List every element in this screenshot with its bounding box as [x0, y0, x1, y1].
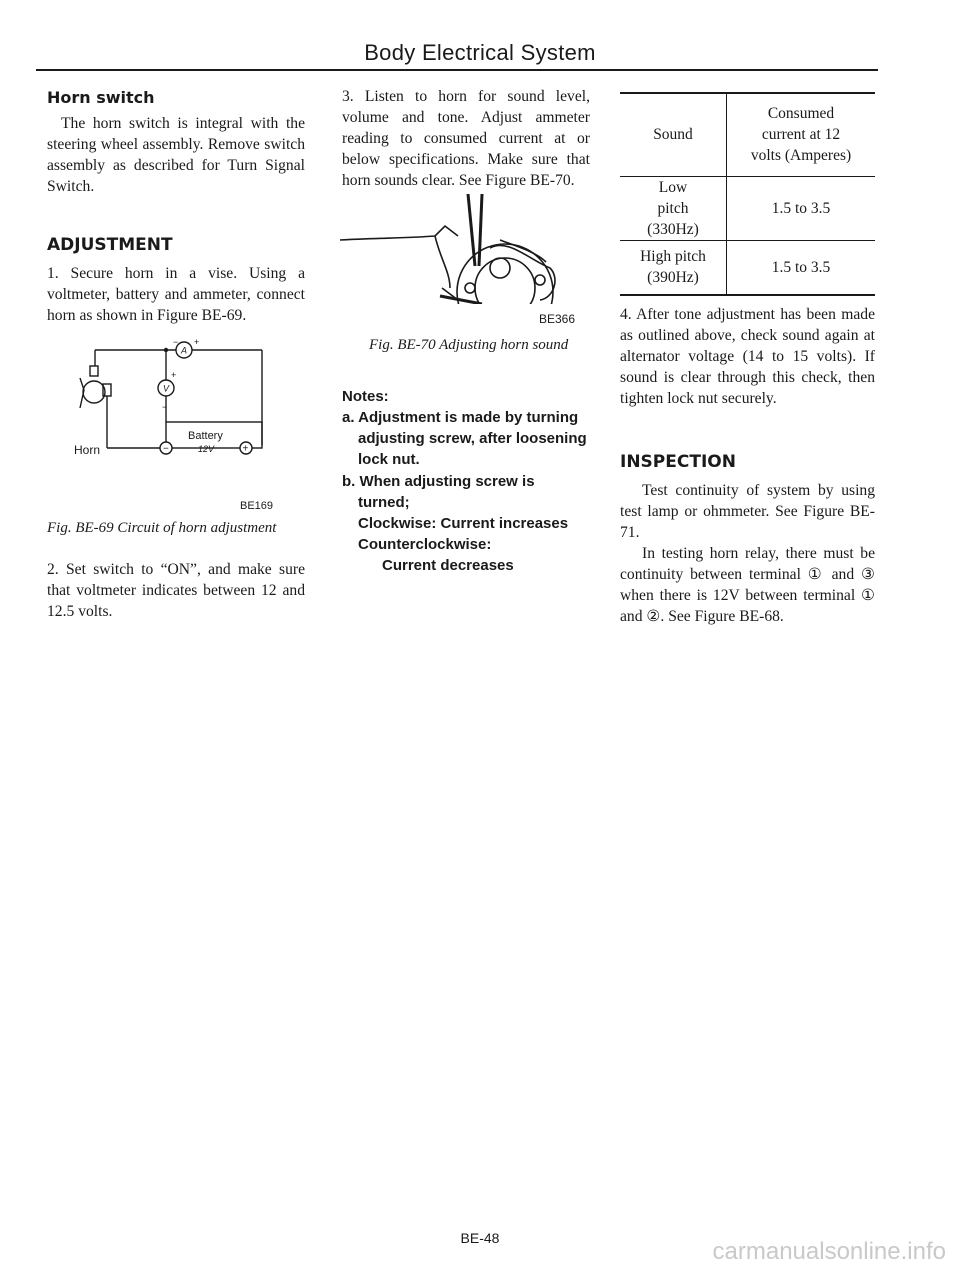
column-left: [47, 88, 305, 326]
ammeter-symbol: A: [180, 345, 188, 356]
horn-label: Horn: [74, 443, 101, 457]
header-rule: [36, 69, 878, 71]
battery-label: Battery: [188, 430, 223, 442]
figure-be70-code: BE366: [539, 312, 576, 326]
watermark: carmanualsonline.info: [712, 1238, 946, 1265]
circuit-diagram: [70, 338, 290, 462]
figure-be69-code: BE169: [240, 500, 274, 512]
horn-switch-heading: Horn switch: [47, 88, 155, 107]
table-row: [620, 176, 875, 240]
table-bottom-rule: [620, 294, 875, 296]
adjustment-step-1: 1. Secure horn in a vise. Using a voltmeter, battery and ammeter, connect horn as shown in Figure BE-69.: [47, 265, 305, 324]
ammeter-plus: +: [194, 338, 200, 347]
notes-block: [342, 386, 590, 576]
note-b-current-decreases: Current decreases: [382, 557, 514, 574]
notes-title: Notes:: [342, 388, 389, 405]
note-a: a. Adjustment is made by turning adjusting screw, after loosening lock nut.: [342, 409, 587, 468]
ammeter-minus: −: [173, 338, 179, 347]
figure-be70-caption: Fig. BE-70 Adjusting horn sound: [369, 337, 569, 353]
table-header-row: [620, 94, 875, 176]
table-row: [620, 240, 875, 294]
battery-minus: −: [163, 443, 169, 455]
horn-adjustment-illustration: [340, 188, 570, 304]
header-sound: Sound: [620, 94, 727, 176]
horn-icon: [83, 381, 105, 403]
voltmeter-plus: +: [171, 370, 177, 380]
inspection-paragraph-2: In testing horn relay, there must be continuity between terminal ① and ③ when there is 12V between terminal ① and ②. See Figure BE-68.: [620, 545, 875, 625]
inspection-paragraph-1: Test continuity of system by using test lamp or ohmmeter. See Figure BE-71.: [620, 482, 875, 541]
note-b-clockwise: Clockwise: Current increases: [358, 515, 569, 532]
note-b: b. When adjusting screw is turned;: [342, 473, 535, 511]
header-consumed-current: Consumed current at 12 volts (Amperes): [750, 105, 852, 165]
spec-table: [620, 92, 875, 296]
inspection-heading: INSPECTION: [620, 452, 736, 472]
row-high-pitch-current: 1.5 to 3.5: [771, 258, 831, 276]
battery-plus: +: [242, 443, 249, 455]
voltmeter-minus: −: [162, 402, 168, 412]
row-high-pitch-sound: High pitch (390Hz): [620, 240, 727, 294]
horn-terminal: [90, 366, 98, 376]
step-4-text: 4. After tone adjustment has been made as outlined above, check sound again at alternator voltage (14 to 15 volts). If sound is clear through this check, then tighten lock nut securely.: [620, 306, 875, 407]
row-low-pitch-current: 1.5 to 3.5: [771, 199, 831, 217]
figure-be69-caption: Fig. BE-69 Circuit of horn adjustment: [47, 520, 277, 536]
page-number: BE-48: [460, 1230, 500, 1246]
voltmeter-symbol: V: [162, 383, 170, 394]
battery-voltage: 12V: [198, 444, 215, 454]
adjustment-step-2: 2. Set switch to “ON”, and make sure that voltmeter indicates between 12 and 12.5 volts.: [47, 561, 305, 620]
row-low-pitch-sound: Low pitch (330Hz): [620, 176, 727, 240]
note-b-counterclockwise: Counterclockwise:: [358, 536, 492, 553]
adjustment-heading: ADJUSTMENT: [47, 235, 173, 255]
step-3-text: 3. Listen to horn for sound level, volume and tone. Adjust ammeter reading to consumed current at or below specifications. Make sure that horn sounds clear. See Figure BE-70.: [342, 88, 590, 189]
page-header-title: Body Electrical System: [364, 40, 596, 65]
horn-switch-text: The horn switch is integral with the steering wheel assembly. Remove switch assembly as described for Turn Signal Switch.: [47, 115, 305, 195]
